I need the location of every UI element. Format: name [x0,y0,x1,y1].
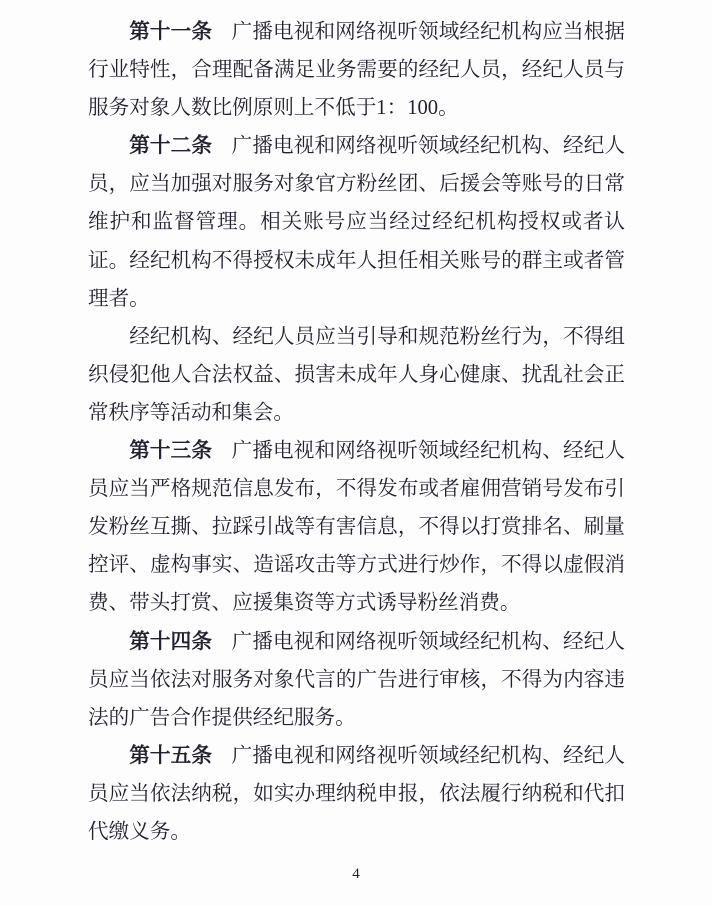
article-paragraph-11 [88,13,625,127]
article-number-label: 第十三条 [129,440,213,463]
article-text: 广播电视和网络视听领域经纪机构、经纪人员应当依法对服务对象代言的广告进行审核，不得为内容违法的广告合作提供经纪服务。 [88,630,626,729]
document-body [88,13,625,851]
page-number: 4 [352,866,360,882]
article-paragraph-14 [88,623,625,737]
article-paragraph-15 [88,737,625,851]
article-text: 广播电视和网络视听领域经纪机构、经纪人员应当严格规范信息发布，不得发布或者雇佣营销号发布引发粉丝互撕、拉踩引战等有害信息，不得以打赏排名、刷量控评、虚构事实、造谣攻击等方式进行炒作，不得以虚假消费、带头打赏、应援集资等方式诱导粉丝消费。 [88,440,626,615]
article-text: 广播电视和网络视听领域经纪机构应当根据行业特性，合理配备满足业务需要的经纪人员，经纪人员与服务对象人数比例原则上不低于1：100。 [88,21,626,120]
article-paragraph-12-continuation [88,318,625,432]
article-text: 广播电视和网络视听领域经纪机构、经纪人员，应当加强对服务对象官方粉丝团、后援会等账号的日常维护和监督管理。相关账号应当经过经纪机构授权或者认证。经纪机构不得授权未成年人担任相关账号的群主或者管理者。 [88,135,626,310]
article-text: 广播电视和网络视听领域经纪机构、经纪人员应当依法纳税，如实办理纳税申报，依法履行纳税和代扣代缴义务。 [88,744,626,843]
article-paragraph-12 [88,127,625,317]
article-number-label: 第十四条 [129,630,213,653]
article-number-label: 第十一条 [129,21,213,43]
article-number-label: 第十五条 [129,744,213,767]
article-number-label: 第十二条 [129,135,213,158]
article-text: 经纪机构、经纪人员应当引导和规范粉丝行为，不得组织侵犯他人合法权益、损害未成年人身心健康、扰乱社会正常秩序等活动和集会。 [88,325,625,424]
article-paragraph-13 [88,432,625,622]
